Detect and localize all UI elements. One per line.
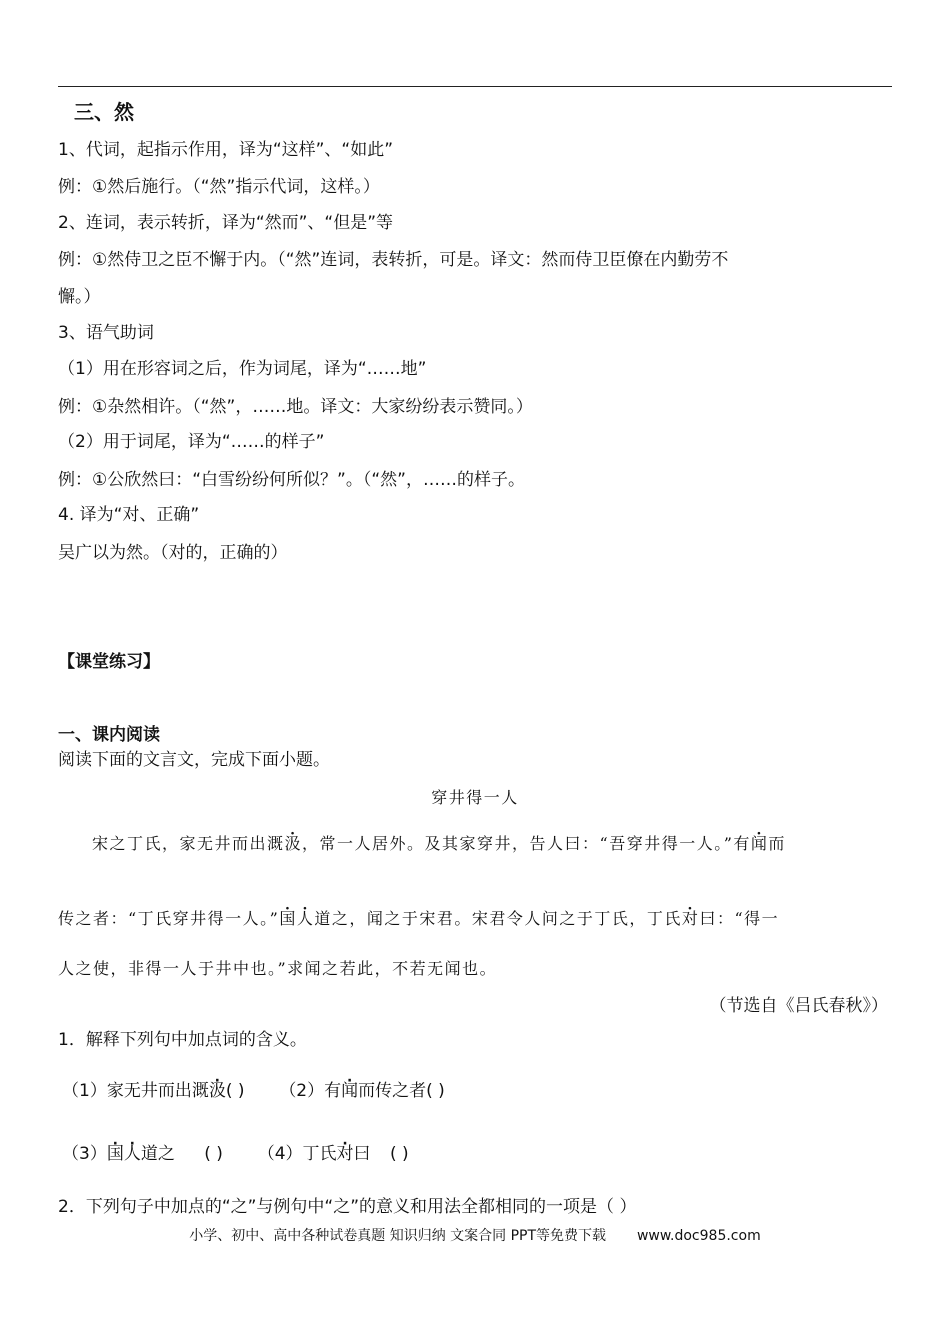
- dotted-word: 闻: [750, 834, 769, 853]
- section-heading: 三、然: [74, 100, 134, 124]
- dotted-word: 闻: [341, 1081, 359, 1101]
- q1-c-text-post: 道之: [140, 1144, 175, 1164]
- dotted-word: 汲: [284, 834, 303, 853]
- passage-line-1: [92, 832, 786, 856]
- q1-a-text: （1）家无井而出溉: [62, 1081, 209, 1101]
- passage-line-2: [58, 907, 779, 931]
- passage-text: ，常一人居外。及其家穿井，告人曰：“吾穿井得一人。”有: [302, 834, 751, 853]
- dotted-word: 国: [106, 1144, 124, 1164]
- item-2: 2、连词，表示转折，译为“然而”、“但是”等: [58, 213, 394, 233]
- q1-row-2: [62, 1142, 409, 1166]
- q1-a-answer-blank[interactable]: ( ): [225, 1081, 245, 1101]
- passage-line-3: 人之使，非得一人于井中也。”求闻之若此，不若无闻也。: [58, 959, 498, 978]
- q1-b-text-post: 而传之者: [358, 1081, 427, 1101]
- item-4: 4. 译为“对、正确”: [58, 505, 200, 525]
- dotted-word: 对: [336, 1144, 354, 1164]
- q1-b-answer-blank[interactable]: ( ): [426, 1081, 445, 1101]
- passage-title: 穿井得一人: [431, 788, 519, 807]
- passage-text: 传之者：“丁氏穿井得一人。”: [58, 909, 280, 928]
- item-2-example-cont: 懈。）: [58, 287, 101, 307]
- item-3-sub2-example: 例：①公欣然曰：“白雪纷纷何所似？”。（“然”，……的样子。: [58, 470, 525, 490]
- item-3-sub1-example: 例：①杂然相许。（“然”，……地。译文：大家纷纷表示赞同。）: [58, 397, 533, 417]
- q1-d-answer-blank[interactable]: ( ): [389, 1144, 409, 1164]
- dotted-word: 人: [123, 1144, 141, 1164]
- dotted-word: 国: [279, 909, 297, 928]
- passage-text: 道之，闻之于宋君。宋君令人问之于丁氏，丁氏: [314, 909, 682, 928]
- q1-stem: 1．解释下列句中加点词的含义。: [58, 1030, 307, 1050]
- footer-url-link[interactable]: www.doc985.com: [636, 1228, 761, 1244]
- item-3-sub2: （2）用于词尾，译为“……的样子”: [58, 432, 325, 452]
- footer-text: 小学、初中、高中各种试卷真题 知识归纳 文案合同 PPT等免费下载: [189, 1228, 607, 1244]
- q1-b-text: （2）有: [279, 1081, 342, 1101]
- dotted-word: 汲: [208, 1081, 226, 1101]
- instruction: 阅读下面的文言文，完成下面小题。: [58, 750, 330, 770]
- q2-stem: 2．下列句子中加点的“之”与例句中“之”的意义和用法全都相同的一项是（ ）: [58, 1197, 637, 1217]
- passage-source: （节选自《吕氏春秋》）: [709, 996, 888, 1016]
- passage-text: 宋之丁氏，家无井而出溉: [92, 834, 285, 853]
- q1-d-text-post: 曰: [353, 1144, 371, 1164]
- passage-text: 而: [768, 834, 786, 853]
- practice-heading: 【课堂练习】: [58, 652, 160, 672]
- q1-c-answer-blank[interactable]: ( ): [204, 1144, 223, 1164]
- q1-c-text: （3）: [62, 1144, 107, 1164]
- dotted-word: 对: [681, 909, 700, 928]
- item-1: 1、代词，起指示作用，译为“这样”、“如此”: [58, 140, 394, 160]
- part1-title: 一、课内阅读: [58, 725, 160, 745]
- header-rule: [58, 86, 892, 87]
- item-3-sub1: （1）用在形容词之后，作为词尾，译为“……地”: [58, 359, 427, 379]
- item-3: 3、语气助词: [58, 323, 154, 343]
- q1-d-text: （4）丁氏: [257, 1144, 337, 1164]
- dotted-word: 人: [296, 909, 315, 928]
- passage-text: 曰：“得一: [699, 909, 780, 928]
- item-4-example: 吴广以为然。（对的，正确的）: [58, 543, 288, 563]
- q1-row-1: [62, 1079, 445, 1103]
- item-2-example: 例：①然侍卫之臣不懈于内。（“然”连词，表转折，可是。译文：然而侍卫臣僚在内勤劳不: [58, 250, 729, 270]
- item-1-example: 例：①然后施行。（“然”指示代词，这样。）: [58, 177, 380, 197]
- page-footer: [0, 1226, 950, 1246]
